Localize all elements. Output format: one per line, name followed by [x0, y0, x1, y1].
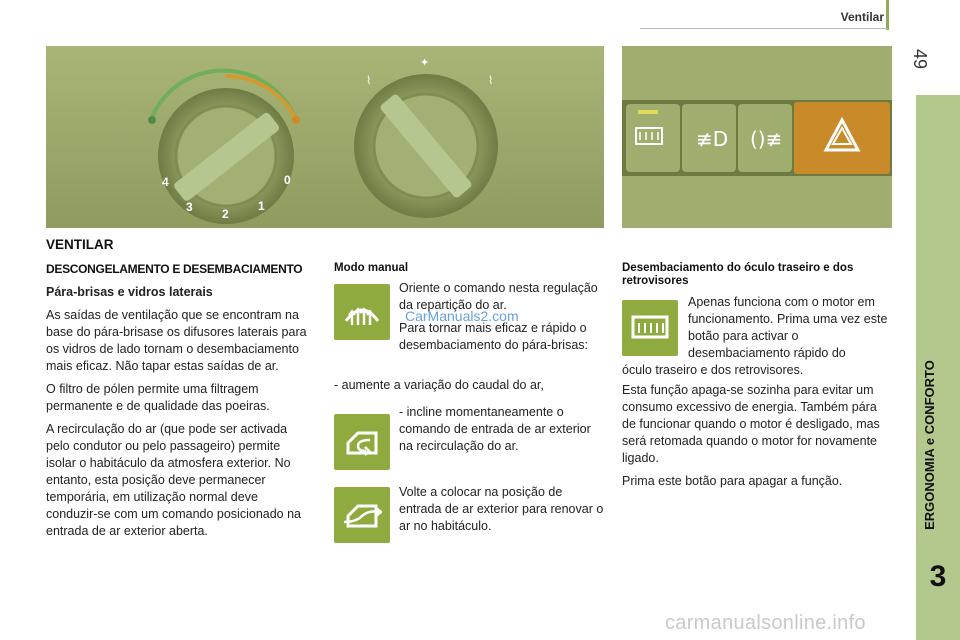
rear-defrost-button — [626, 104, 680, 172]
svg-text:()≢: ()≢ — [750, 127, 783, 151]
windscreen-subheading: Pára-brisas e vidros laterais — [46, 285, 213, 299]
hazard-button — [794, 102, 890, 174]
dial-label-4: 4 — [162, 175, 169, 189]
dial-label-2: 2 — [222, 207, 229, 221]
svg-text:✦: ✦ — [420, 56, 430, 69]
rear-defrost-auto-off: Esta função apaga-se sozinha para evitar um consumo excessivo de energia. Também pára de funcionar quando o motor é desligado, mas será retomada quando o motor for novamente ligado. — [622, 383, 880, 465]
recirculation-paragraph: A recirculação do ar (que pode ser activada pelo condutor ou pelo passageiro) permite isolar o habitáculo da atmosfera exterior. No entanto, esta posição deve permanecer temporária, em utilização normal deve conduzir-se com um comando posicionado na entrada de ar exterior aberta. — [46, 422, 301, 538]
vents-paragraph: As saídas de ventilação que se encontram na base do pára-brisase os difusores laterais para os vidros de lado tornam o desembaciamento mais eficaz. Não tapar estas saídas de ar. — [46, 308, 307, 373]
fog-light-front-button — [682, 104, 736, 172]
manual-mode-heading: Modo manual — [334, 262, 409, 274]
chapter-label: ERGONOMIA e CONFORTO — [922, 360, 937, 530]
manual-step-1-text: Oriente o comando nesta regulação da repartição do ar. — [399, 281, 598, 312]
rear-defrost-heading: Desembaciamento do óculo traseiro e dos retrovisores — [622, 262, 854, 287]
recirculation-icon — [334, 414, 390, 470]
manual-step-2: - aumente a variação do caudal do ar, — [334, 378, 544, 392]
outside-air-icon — [334, 487, 390, 543]
dial-label-0: 0 — [284, 173, 291, 187]
footer-watermark: carmanualsonline.info — [665, 612, 866, 634]
svg-text:⌇: ⌇ — [488, 74, 494, 87]
manual-step-4: Volte a colocar na posição de entrada de ar exterior para renovar o ar no habitáculo. — [399, 485, 604, 533]
rear-defrost-text-1b: óculo traseiro e dos retrovisores. — [622, 363, 804, 377]
pollen-filter-paragraph: O filtro de pólen permite uma filtragem permanente e de qualidade das poeiras. — [46, 382, 270, 413]
dials-photo — [46, 46, 604, 228]
manual-step-3: - incline momentaneamente o comando de entrada de ar exterior na recirculação do ar. — [399, 405, 591, 453]
watermark-overlay: CarManuals2.com — [405, 308, 519, 324]
page-title: VENTILAR — [46, 237, 114, 252]
windscreen-section — [46, 284, 308, 546]
header-accent-bar — [886, 0, 889, 30]
rear-defrost-icon — [622, 300, 678, 356]
manual-step-1b-text: Para tornar mais eficaz e rápido o desembaciamento do pára-brisas: — [399, 321, 588, 352]
buttons-photo — [622, 46, 892, 228]
svg-text:⌇: ⌇ — [366, 74, 372, 87]
dial-label-3: 3 — [186, 200, 193, 214]
dial-label-1: 1 — [258, 199, 265, 213]
chapter-number: 3 — [929, 560, 947, 593]
fog-light-rear-button — [738, 104, 792, 172]
rear-defrost-text-2 — [622, 382, 892, 496]
section-title: Ventilar — [840, 10, 884, 24]
windscreen-vent-icon — [334, 284, 390, 340]
svg-text:≢D: ≢D — [696, 127, 729, 151]
header-rule — [640, 28, 888, 29]
defrost-heading: DESCONGELAMENTO E DESEMBACIAMENTO — [46, 262, 303, 276]
page-number: 49 — [910, 48, 930, 70]
rear-defrost-text-1: Apenas funciona com o motor em funcionamento. Prima uma vez este botão para activar o desembaciamento rápido do — [688, 295, 888, 360]
rear-defrost-turn-off: Prima este botão para apagar a função. — [622, 474, 843, 488]
